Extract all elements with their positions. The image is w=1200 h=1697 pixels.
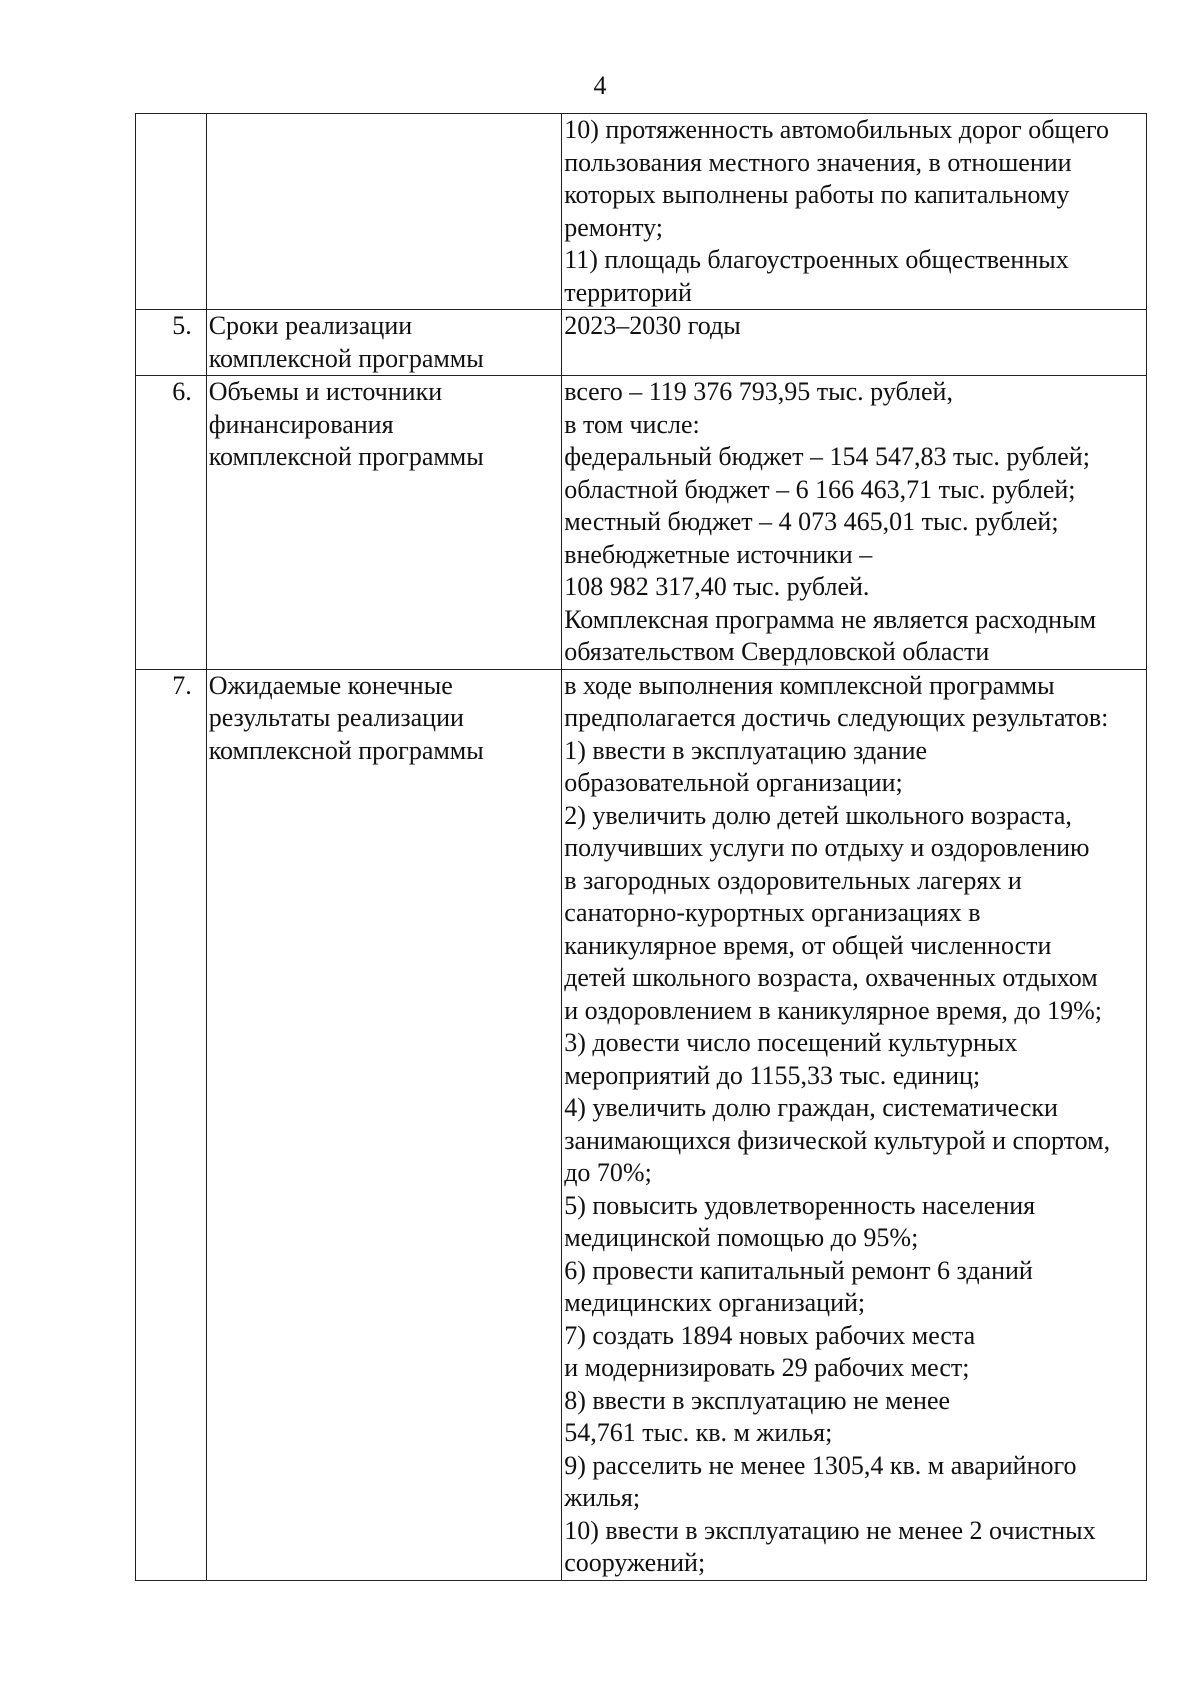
content-line: медицинских организаций; (564, 1288, 866, 1317)
content-line: 54,761 тыс. кв. м жилья; (564, 1418, 833, 1447)
content-line: 10) ввести в эксплуатацию не менее 2 очистных (564, 1515, 1096, 1545)
content-line: и модернизировать 29 рабочих мест; (564, 1353, 970, 1382)
row-number-cell: 6. (136, 376, 207, 670)
content-line: 2) увеличить долю детей школьного возраста, (564, 800, 1072, 830)
label-line: Сроки реализации (208, 311, 413, 340)
content-line: и оздоровлением в каникулярное время, до 19%; (564, 995, 1102, 1025)
content-line: областной бюджет – 6 166 463,71 тыс. рублей; (564, 474, 1076, 504)
label-line: комплексной программы (208, 442, 484, 471)
content-line: 108 982 317,40 тыс. рублей. (564, 572, 870, 601)
content-line: Комплексная программа не является расходным (564, 604, 1097, 634)
row-number-cell (136, 114, 207, 310)
content-line: обязательством Свердловской области (564, 637, 990, 666)
content-line: получивших услуги по отдыху и оздоровлению (564, 833, 1090, 862)
label-line: Объемы и источники (208, 377, 443, 406)
row-content-cell (562, 310, 1147, 376)
content-line: 5) повысить удовлетворенность населения (564, 1190, 1036, 1220)
table-row-expected-results (136, 669, 1147, 1580)
content-line: пользования местного значения, в отношении (564, 147, 1072, 177)
content-line: 3) довести число посещений культурных (564, 1028, 1018, 1057)
row-content-cell (562, 114, 1147, 310)
content-line: 1) ввести в эксплуатацию здание (564, 735, 928, 765)
row-label-cell (206, 669, 562, 1580)
content-line: 6) провести капитальный ремонт 6 зданий (564, 1255, 1033, 1285)
label-line: финансирования (208, 409, 394, 439)
content-line: в ходе выполнения комплексной программы (564, 670, 1055, 700)
content-line: детей школьного возраста, охваченных отдыхом (564, 963, 1098, 992)
content-line: 4) увеличить долю граждан, систематически (564, 1093, 1058, 1122)
content-line: санаторно-курортных организациях в (564, 898, 981, 927)
content-line: 7) создать 1894 новых рабочих места (564, 1320, 976, 1350)
row-content-cell (562, 376, 1147, 670)
row-number-cell: 7. (136, 669, 207, 1580)
content-line: всего – 119 376 793,95 тыс. рублей, (564, 377, 953, 406)
content-line: 9) расселить не менее 1305,4 кв. м аварийного (564, 1450, 1077, 1480)
label-line: комплексной программы (208, 343, 484, 373)
content-line: в том числе: (564, 409, 700, 439)
content-line: федеральный бюджет – 154 547,83 тыс. рублей; (564, 442, 1090, 471)
row-label-cell (206, 376, 562, 670)
content-line: ремонту; (564, 212, 664, 242)
label-line: комплексной программы (208, 735, 484, 765)
program-passport-table (135, 113, 1147, 1581)
content-line: которых выполнены работы по капитальному (564, 180, 1070, 209)
label-line: результаты реализации (208, 703, 464, 732)
content-line: 10) протяженность автомобильных дорог общего (564, 115, 1110, 144)
content-line: территорий (564, 277, 692, 307)
table-row-continuation (136, 114, 1147, 310)
page-number: 4 (593, 71, 607, 100)
table-row-funding (136, 376, 1147, 670)
content-line: в загородных оздоровительных лагерях и (564, 865, 1022, 895)
row-content-cell (562, 669, 1147, 1580)
content-line: мероприятий до 1155,33 тыс. единиц; (564, 1060, 981, 1090)
content-line: 2023–2030 годы (564, 311, 741, 340)
content-line: внебюджетные источники – (564, 539, 873, 569)
content-line: каникулярное время, от общей численности (564, 930, 1052, 960)
content-line: до 70%; (564, 1158, 652, 1187)
label-line: Ожидаемые конечные (208, 670, 453, 700)
content-line: местный бюджет – 4 073 465,01 тыс. рублей; (564, 507, 1059, 536)
content-line: 8) ввести в эксплуатацию не менее (564, 1385, 951, 1415)
row-number-cell: 5. (136, 310, 207, 376)
row-label-cell (206, 114, 562, 310)
content-line: сооружений; (564, 1548, 706, 1577)
content-line: образовательной организации; (564, 768, 903, 797)
row-label-cell (206, 310, 562, 376)
content-line: предполагается достичь следующих результатов: (564, 703, 1109, 732)
content-line: медицинской помощью до 95%; (564, 1223, 919, 1252)
content-line: 11) площадь благоустроенных общественных (564, 245, 1069, 274)
content-line: жилья; (564, 1483, 641, 1512)
table-row-implementation-period (136, 310, 1147, 376)
content-line: занимающихся физической культурой и спортом, (564, 1125, 1111, 1155)
